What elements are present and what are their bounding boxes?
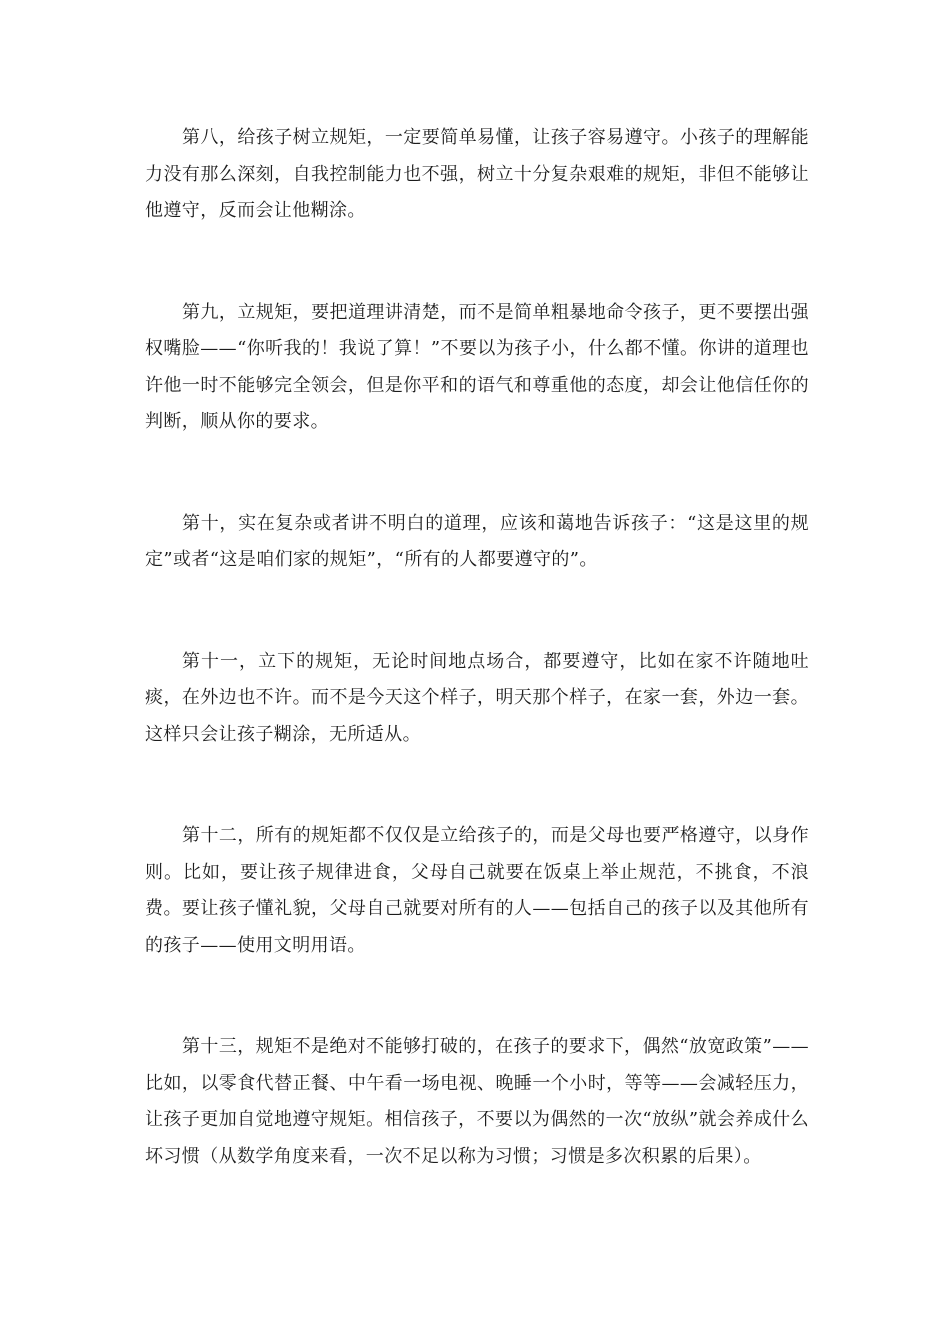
paragraph-9: 第九，立规矩，要把道理讲清楚，而不是简单粗暴地命令孩子，更不要摆出强权嘴脸——“你听我的！我说了算！”不要以为孩子小，什么都不懂。你讲的道理也许他一时不能够完全领会，但是你平和的语气和尊重他的态度，却会让他信任你的判断，顺从你的要求。 bbox=[145, 301, 809, 432]
document-body bbox=[145, 120, 809, 1175]
paragraph-spacer bbox=[145, 441, 809, 506]
paragraph-spacer bbox=[145, 753, 809, 818]
paragraph-spacer bbox=[145, 579, 809, 644]
paragraph-spacer bbox=[145, 964, 809, 1029]
paragraph-10: 第十，实在复杂或者讲不明白的道理，应该和蔼地告诉孩子：“这是这里的规定”或者“这是咱们家的规矩”，“所有的人都要遵守的”。 bbox=[145, 512, 809, 570]
paragraph-13: 第十三，规矩不是绝对不能够打破的，在孩子的要求下，偶然“放宽政策”——比如，以零食代替正餐、中午看一场电视、晚睡一个小时，等等——会减轻压力，让孩子更加自觉地遵守规矩。相信孩子，不要以为偶然的一次“放纵”就会养成什么坏习惯（从数学角度来看，一次不足以称为习惯；习惯是多次积累的后果）。 bbox=[145, 1036, 809, 1167]
paragraph-spacer bbox=[145, 230, 809, 295]
paragraph-11: 第十一，立下的规矩，无论时间地点场合，都要遵守，比如在家不许随地吐痰，在外边也不许。而不是今天这个样子，明天那个样子，在家一套，外边一套。这样只会让孩子糊涂，无所适从。 bbox=[145, 650, 809, 745]
paragraph-12: 第十二，所有的规矩都不仅仅是立给孩子的，而是父母也要严格遵守，以身作则。比如，要让孩子规律进食，父母自己就要在饭桌上举止规范，不挑食，不浪费。要让孩子懂礼貌，父母自己就要对所有的人——包括自己的孩子以及其他所有的孩子——使用文明用语。 bbox=[145, 825, 809, 956]
paragraph-8: 第八，给孩子树立规矩，一定要简单易懂，让孩子容易遵守。小孩子的理解能力没有那么深刻，自我控制能力也不强，树立十分复杂艰难的规矩，非但不能够让他遵守，反而会让他糊涂。 bbox=[145, 127, 809, 221]
